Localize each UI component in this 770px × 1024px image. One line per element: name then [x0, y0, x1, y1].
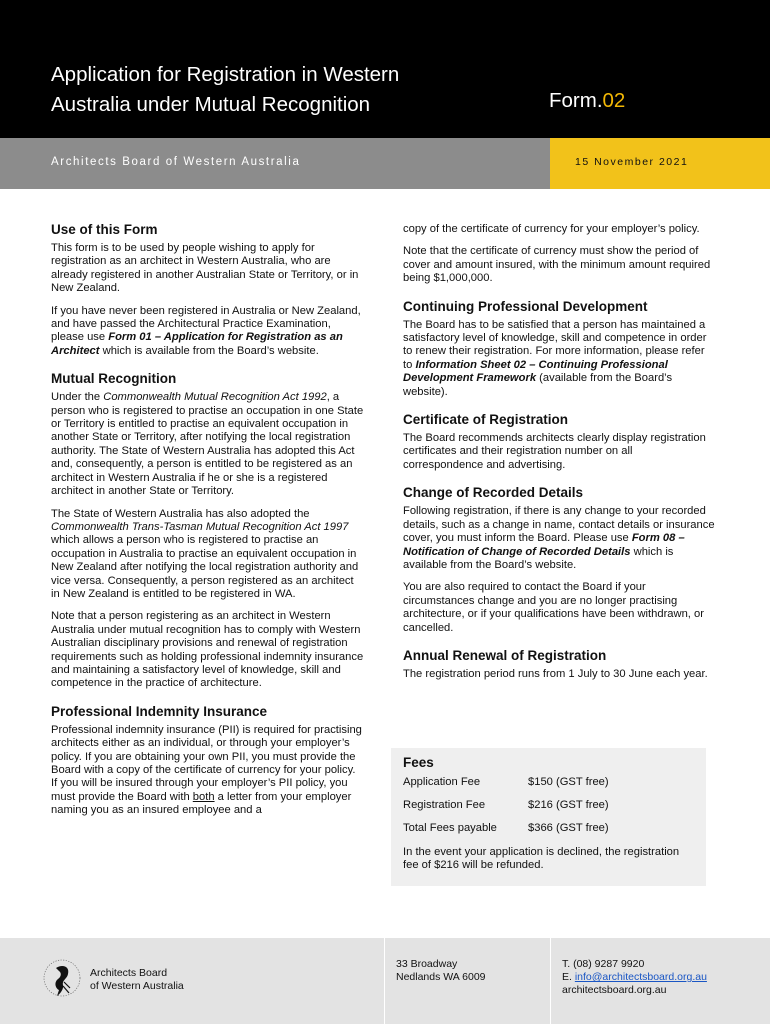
left-column: [51, 222, 364, 827]
email-link[interactable]: info@architectsboard.org.au: [574, 971, 707, 983]
mr-p2-text-b: which allows a person who is registered to practise an occupation in Australia to practise an equivalent occupation in New Zealand after notifying the local registration authority and vice versa. Consequently, a person registered as an architect in New Zealand is entitled to be registered in WA.: [51, 534, 359, 600]
email-prefix: E.: [562, 971, 575, 983]
mr-act-1997: Commonwealth Trans-Tasman Mutual Recognition Act 1997: [51, 520, 349, 533]
use-p2-text-a: If you have never been registered in Australia or New Zealand, and have passed the Architectural Practice Examination, please use: [51, 304, 361, 344]
mr-act-1992: Commonwealth Mutual Recognition Act 1992: [103, 391, 327, 404]
phone-number: T. (08) 9287 9920: [562, 958, 645, 970]
fee-amount: $150 (GST free): [528, 776, 609, 788]
fee-amount: $216 (GST free): [528, 799, 609, 811]
right-column: [403, 223, 715, 690]
change-details-heading: Change of Recorded Details: [403, 485, 584, 501]
use-paragraph-1: This form is to be used by people wishing to apply for registration as an architect in Western Australia, who are already registered in another Australian State or Territory, or in New Zealand.: [51, 242, 359, 295]
fees-refund-note: In the event your application is declined, the registration fee of $216 will be refunded.: [403, 846, 680, 872]
pii-note: Note that the certificate of currency must show the period of cover and amount insured, with the minimum amount required being $1,000,000.: [403, 245, 711, 285]
certificate-paragraph: The Board recommends architects clearly display registration certificates and their registration number on all correspondence and advertising.: [403, 432, 706, 471]
email-line: [562, 971, 707, 984]
cpd-paragraph: [403, 319, 715, 399]
issue-date: 15 November 2021: [575, 156, 689, 168]
info-sheet-02-reference: Information Sheet 02 – Continuing Professional Development Framework: [403, 358, 668, 385]
footer-contact: [562, 958, 707, 997]
cpd-heading: Continuing Professional Development: [403, 298, 648, 314]
address-line-2: Nedlands WA 6009: [396, 971, 486, 983]
organisation-name: Architects Board of Western Australia: [51, 156, 301, 168]
change-details-paragraph-1: [403, 505, 715, 572]
use-heading: Use of this Form: [51, 222, 158, 237]
logo-line-2: of Western Australia: [90, 980, 184, 992]
fee-label: Application Fee: [403, 776, 481, 788]
footer-divider: [384, 938, 385, 1024]
mr-p1-text-b: , a person who is registered to practise an occupation in one State or Territory is entitled to practise an equivalent occupation in another State or Territory, after notifying the local registration authority. The State of Western Australia has adopted this Act and, consequently, a person is entitled to be registered as an architect in Western Australia if he or she is a registered architect in another State or Territory.: [51, 391, 364, 498]
cpd-text-b: (available from the Board’s website).: [403, 372, 673, 398]
address-line-1: 33 Broadway: [396, 958, 458, 970]
mr-p1-text-a: Under the: [51, 391, 104, 404]
board-seal-icon: [42, 952, 82, 1004]
fee-label: Registration Fee: [403, 799, 486, 811]
pii-paragraph: [51, 724, 364, 818]
fees-box: [391, 748, 706, 886]
change-details-paragraph-2: You are also required to contact the Board if your circumstances change and you are no longer practising architecture, or if your qualifications have been withdrawn, or cancelled.: [403, 581, 704, 634]
form-prefix: Form.: [549, 89, 603, 112]
footer-logo-text: [90, 967, 184, 993]
mutual-recognition-paragraph-1: [51, 391, 364, 498]
fee-label: Total Fees payable: [403, 822, 497, 834]
renewal-heading: Annual Renewal of Registration: [403, 647, 607, 663]
mutual-recognition-paragraph-3: Note that a person registering as an architect in Western Australia under mutual recognition has to comply with Western Australian disciplinary provisions and renewal of registration requirements such as holding professional indemnity insurance and maintaining a satisfactory level of knowledge, skill and competence in the practice of architecture.: [51, 610, 364, 690]
form-08-reference: Form 08 – Notification of Change of Recorded Details: [403, 532, 685, 558]
certificate-heading: Certificate of Registration: [403, 412, 569, 428]
form-number: [549, 89, 625, 113]
mr-p2-text-a: The State of Western Australia has also adopted the: [51, 507, 310, 520]
pii-continued: copy of the certificate of currency for your employer’s policy.: [403, 223, 700, 235]
fee-amount: $366 (GST free): [528, 822, 609, 834]
fees-heading: Fees: [403, 755, 434, 770]
pii-text-b: a letter from your employer naming you as an insured employee and a: [51, 790, 352, 817]
mutual-recognition-heading: Mutual Recognition: [51, 371, 177, 387]
pii-both: both: [192, 790, 215, 803]
form-01-reference: Form 01 – Application for Registration as an Architect: [51, 331, 343, 357]
cpd-text-a: The Board has to be satisfied that a person has maintained a satisfactory level of knowledge, skill and competence in order to renew their registration. For more information, please refer to: [403, 318, 707, 371]
change-text-b: which is available from the Board’s website.: [403, 545, 674, 571]
form-number-value: 02: [602, 89, 626, 112]
use-paragraph-2: [51, 305, 364, 359]
mutual-recognition-paragraph-2: [51, 508, 364, 602]
footer-address: [396, 958, 486, 984]
use-p2-text-b: which is available from the Board’s website.: [99, 344, 319, 357]
title-line-1: Application for Registration in Western: [51, 63, 400, 86]
page-title: [51, 60, 511, 120]
title-line-2: Australia under Mutual Recognition: [51, 93, 371, 116]
website-link[interactable]: architectsboard.org.au: [562, 984, 667, 996]
logo-line-1: Architects Board: [90, 967, 168, 979]
change-text-a: Following registration, if there is any change to your recorded details, such as a change in name, contact details or insurance cover, you must inform the Board. Please use: [403, 505, 715, 545]
renewal-paragraph: The registration period runs from 1 July to 30 June each year.: [403, 667, 708, 680]
pii-text-a: Professional indemnity insurance (PII) is required for practising architects either as an individual, or through your employer’s policy. If you are obtaining your own PII, you must provide the Board with a copy of the certificate of currency for your policy. If you will be insured through your employer’s PII policy, you must provide the Board with: [51, 723, 362, 803]
pii-heading: Professional Indemnity Insurance: [51, 703, 268, 719]
footer-divider: [550, 938, 551, 1024]
